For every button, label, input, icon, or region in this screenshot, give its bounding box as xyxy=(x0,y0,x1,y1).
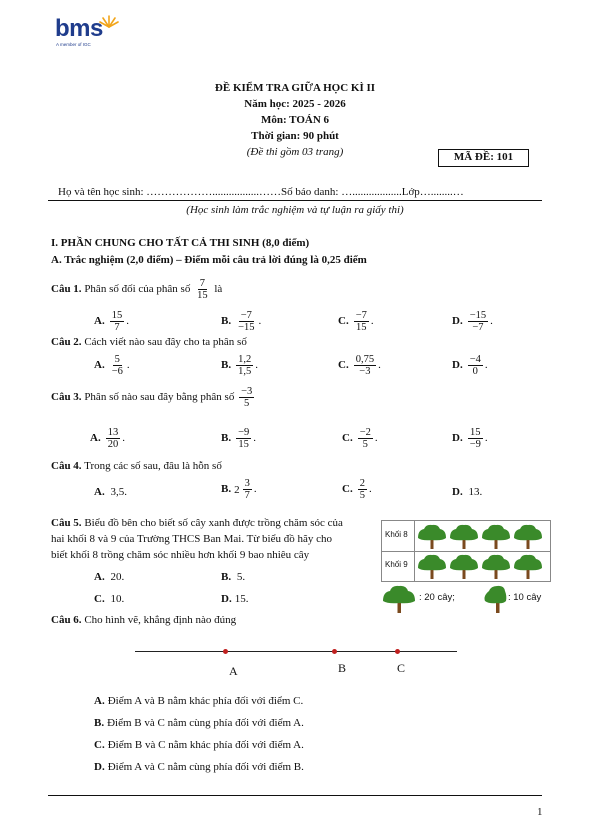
tree-icon xyxy=(480,522,512,553)
question-6-label: Câu 6. xyxy=(51,614,82,626)
question-4-label: Câu 4. xyxy=(51,460,82,472)
option-label: A. xyxy=(94,571,105,583)
option-label: C. xyxy=(94,593,105,605)
exam-time: Thời gian: 90 phút xyxy=(251,130,339,142)
question-5-line-2: hai khối 8 và 9 của Trường THCS Ban Mai. Từ biểu đồ hãy cho xyxy=(51,533,333,545)
option-text: Điểm B và C nằm cùng phía đối với điểm A. xyxy=(107,717,304,729)
q5-option-a[interactable] xyxy=(94,571,124,583)
tree-icon xyxy=(512,552,544,583)
legend-full-text: : 20 cây; xyxy=(419,592,455,603)
pictograph-legend xyxy=(381,584,556,614)
q6-option-d[interactable] xyxy=(94,761,304,773)
fraction-denominator: −6 xyxy=(111,366,123,378)
logo-tagline: A member of IGC xyxy=(56,42,91,47)
fraction-numerator: 1,2 xyxy=(238,354,252,365)
q2-option-c[interactable]: C. $\frac{0,75}{-3}$ . xyxy=(338,354,381,378)
q1-option-a[interactable]: A. $\frac{15}{7}$ . xyxy=(94,310,129,334)
tree-full-icon xyxy=(381,584,417,617)
pictograph-row-khoi-8 xyxy=(416,522,550,550)
q2-option-a[interactable]: A. $\frac{5}{-6}$ . xyxy=(94,354,130,378)
pictograph-row-label-khoi-8: Khối 8 xyxy=(385,530,408,539)
fraction-numerator: −3 xyxy=(241,386,253,397)
option-fraction xyxy=(358,478,367,501)
fraction-numerator: 13 xyxy=(107,427,119,438)
option-label: C. xyxy=(342,432,353,445)
option-fraction xyxy=(110,310,125,333)
footer-divider xyxy=(48,795,542,796)
option-fraction xyxy=(354,310,369,333)
question-1-label: Câu 1. xyxy=(51,283,82,296)
option-text: 10. xyxy=(110,593,125,605)
option-label: B. xyxy=(94,717,105,729)
q5-option-b[interactable] xyxy=(221,571,245,583)
fraction-numerator: 5 xyxy=(114,354,120,365)
q4-option-d[interactable] xyxy=(452,486,482,498)
q6-option-b[interactable] xyxy=(94,717,304,729)
fraction-denominator: 7 xyxy=(114,322,120,334)
tree-icon xyxy=(480,552,512,583)
q3-option-b[interactable]: B. $\frac{-9}{15}$ . xyxy=(221,427,257,451)
question-5-line-3: biết khối 8 trồng chăm sóc nhiều hơn khối 9 bao nhiêu cây xyxy=(51,549,310,561)
option-label: D. xyxy=(94,761,105,773)
fraction-denominator: −3 xyxy=(359,366,371,378)
option-fraction xyxy=(468,354,483,377)
q2-option-b[interactable]: B. $\frac{1,2}{1,5}$ . xyxy=(221,354,258,378)
option-fraction xyxy=(236,427,251,450)
option-text: 13. xyxy=(468,486,483,498)
option-text: 20. xyxy=(110,571,125,583)
page-number: 1 xyxy=(537,806,543,818)
student-note: (Học sinh làm trắc nghiệm và tự luận ra giấy thi) xyxy=(186,204,404,216)
fraction-denominator: −15 xyxy=(238,322,255,334)
q6-option-a[interactable] xyxy=(94,695,303,707)
option-fraction xyxy=(106,427,121,450)
option-label: D. xyxy=(452,486,463,498)
pictograph-row-label-khoi-9: Khối 9 xyxy=(385,560,408,569)
fraction-denominator: 0 xyxy=(472,366,478,378)
fraction-denominator: 5 xyxy=(359,490,365,502)
question-5-text-1: Biểu đồ bên cho biết số cây xanh được trồng chăm sóc của xyxy=(84,517,343,529)
question-3 xyxy=(51,386,256,409)
question-1-suffix: là xyxy=(214,283,223,296)
q4-option-a[interactable] xyxy=(94,486,127,498)
point-c-label: C xyxy=(397,661,406,675)
point-a-label: A xyxy=(229,664,238,678)
point-b-label: B xyxy=(338,661,347,675)
fraction-denominator: 15 xyxy=(238,439,249,451)
q2-option-d[interactable]: D. $\frac{-4}{0}$ . xyxy=(452,354,488,378)
section-a-heading xyxy=(51,254,367,266)
pictograph-row-khoi-9 xyxy=(416,552,550,580)
mixed-whole: 2 xyxy=(234,483,240,496)
exam-title: ĐỀ KIỂM TRA GIỮA HỌC KÌ II xyxy=(214,82,376,94)
q4-option-b[interactable]: B. 2 $\frac{3}{7}$ . xyxy=(221,478,257,502)
tree-icon xyxy=(416,522,448,553)
question-1-text: Phân số đối của phân số xyxy=(84,283,191,296)
option-fraction xyxy=(236,310,256,333)
option-text: 15. xyxy=(234,593,249,605)
question-1-fraction xyxy=(195,278,210,301)
point-a-dot xyxy=(223,649,228,654)
option-label: A. xyxy=(94,695,105,707)
q3-option-a[interactable]: A. $\frac{13}{20}$ . xyxy=(90,427,125,451)
exam-year: Năm học: 2025 - 2026 xyxy=(244,98,346,110)
option-label: D. xyxy=(221,593,232,605)
question-5-label: Câu 5. xyxy=(51,517,82,529)
option-label: D. xyxy=(452,315,463,328)
question-3-text: Phân số nào sau đây bằng phân số xyxy=(84,391,235,404)
student-info-divider xyxy=(48,200,542,201)
option-text: Điểm A và B nằm khác phía đối với điểm C. xyxy=(107,695,304,707)
option-label: B. xyxy=(221,571,232,583)
tree-icon xyxy=(512,522,544,553)
option-fraction xyxy=(354,354,376,377)
tree-half-icon xyxy=(481,584,507,617)
fraction-numerator: 7 xyxy=(199,278,205,289)
fraction-denominator: −9 xyxy=(469,439,481,451)
q5-option-d[interactable] xyxy=(221,593,248,605)
fraction-denominator: 5 xyxy=(244,398,250,410)
q3-option-d[interactable]: D. $\frac{15}{-9}$ . xyxy=(452,427,488,451)
section-1-heading: I. PHẦN CHUNG CHO TẤT CẢ THI SINH (8,0 điểm) xyxy=(51,237,310,249)
q5-option-c[interactable] xyxy=(94,593,124,605)
option-label: D. xyxy=(452,359,463,372)
option-label: C. xyxy=(338,359,349,372)
logo-text: bms xyxy=(55,15,103,42)
fraction-denominator: 5 xyxy=(362,439,368,451)
fraction-numerator: −7 xyxy=(355,310,367,321)
question-2-label: Câu 2. xyxy=(51,336,82,348)
option-fraction xyxy=(236,354,253,377)
question-3-fraction xyxy=(239,386,254,409)
exam-subject: Môn: TOÁN 6 xyxy=(260,114,330,126)
option-label: A. xyxy=(94,315,105,328)
question-4 xyxy=(51,460,222,472)
section-a-text: A. Trắc nghiệm (2,0 điểm) – Điểm mỗi câu trả lời đúng là 0,25 điểm xyxy=(51,254,367,266)
exam-pages: (Đề thi gồm 03 trang) xyxy=(246,146,344,158)
option-label: B. xyxy=(221,359,232,372)
question-6 xyxy=(51,614,236,626)
option-fraction xyxy=(468,310,488,333)
exam-code-box: MÃ ĐỀ: 101 xyxy=(438,149,529,167)
line-figure xyxy=(135,644,457,680)
q4-option-c[interactable]: C. $\frac{2}{5}$ . xyxy=(342,478,372,502)
fraction-numerator: −9 xyxy=(238,427,250,438)
tree-pictograph xyxy=(381,520,551,582)
logo xyxy=(55,14,125,50)
question-4-text: Trong các số sau, đâu là hỗn số xyxy=(84,460,222,472)
option-fraction xyxy=(243,478,252,501)
option-label: A. xyxy=(94,359,105,372)
option-text: Điểm B và C nằm khác phía đối với điểm A. xyxy=(107,739,304,751)
tree-icon xyxy=(448,552,480,583)
q1-option-d[interactable]: D. $\frac{-15}{-7}$ . xyxy=(452,310,493,334)
option-label: A. xyxy=(90,432,101,445)
option-label: D. xyxy=(452,432,463,445)
fraction-denominator: 20 xyxy=(107,439,119,451)
fraction-numerator: −15 xyxy=(469,310,487,321)
fraction-numerator: −7 xyxy=(240,310,252,321)
q1-option-c[interactable]: C. $\frac{-7}{15}$ . xyxy=(338,310,374,334)
fraction-denominator: 15 xyxy=(356,322,367,334)
straight-line xyxy=(135,651,457,652)
point-c-dot xyxy=(395,649,400,654)
option-fraction xyxy=(358,427,373,450)
option-fraction xyxy=(110,354,125,377)
tree-icon xyxy=(416,552,448,583)
fraction-numerator: −4 xyxy=(469,354,481,365)
question-1 xyxy=(51,278,222,301)
question-6-text: Cho hình vẽ, khẳng định nào đúng xyxy=(84,614,237,626)
fraction-numerator: 2 xyxy=(359,478,365,489)
fraction-numerator: 0,75 xyxy=(355,354,375,365)
option-label: C. xyxy=(94,739,105,751)
q6-option-c[interactable] xyxy=(94,739,304,751)
question-3-label: Câu 3. xyxy=(51,391,82,404)
q1-option-b[interactable]: B. $\frac{-7}{-15}$ . xyxy=(221,310,262,334)
option-text: 5. xyxy=(236,571,246,583)
option-label: B. xyxy=(221,432,232,445)
option-label: A. xyxy=(94,486,105,498)
fraction-numerator: 15 xyxy=(470,427,481,438)
option-label: B. xyxy=(221,315,232,328)
fraction-denominator: 7 xyxy=(244,490,250,502)
fraction-denominator: 15 xyxy=(197,290,208,302)
legend-half-text: : 10 cây xyxy=(508,592,542,603)
point-b-dot xyxy=(332,649,337,654)
question-2 xyxy=(51,336,247,348)
option-label: C. xyxy=(342,483,353,496)
option-fraction xyxy=(468,427,483,450)
student-info-line: Họ và tên học sinh: ……………….................……Số báo danh: …..................Lớp…........… xyxy=(58,186,464,198)
option-label: B. xyxy=(221,483,232,496)
q3-option-c[interactable]: C. $\frac{-2}{5}$ . xyxy=(342,427,378,451)
fraction-numerator: 15 xyxy=(111,310,123,321)
question-5-line-1 xyxy=(51,517,343,529)
fraction-denominator: −7 xyxy=(472,322,484,334)
tree-icon xyxy=(448,522,480,553)
question-2-text: Cách viết nào sau đây cho ta phân số xyxy=(84,336,247,348)
fraction-numerator: 3 xyxy=(244,478,250,489)
fraction-numerator: −2 xyxy=(359,427,371,438)
option-text: Điểm A và C nằm cùng phía đối với điểm B. xyxy=(107,761,304,773)
mixed-number xyxy=(234,478,254,501)
option-text: 3,5. xyxy=(110,486,127,498)
option-label: C. xyxy=(338,315,349,328)
fraction-denominator: 1,5 xyxy=(238,366,252,378)
